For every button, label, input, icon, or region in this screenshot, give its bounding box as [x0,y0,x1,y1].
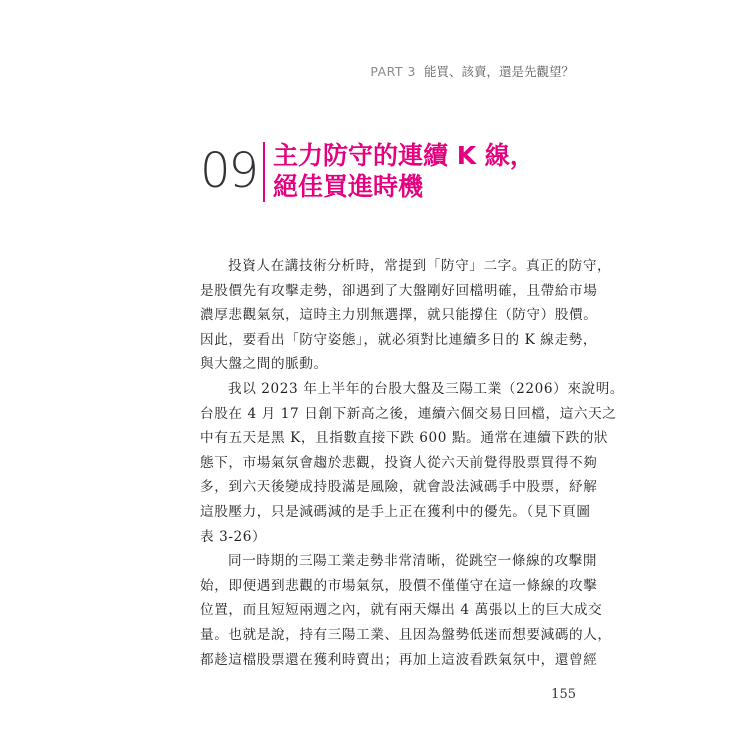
paragraph-line: 與大盤之間的脈動。 [200,356,328,373]
paragraph-line: 多，到六天後變成持股滿是風險，就會設法減碼手中股票，紓解 [200,479,598,496]
body-text [200,254,625,672]
paragraph-line: 濃厚悲觀氣氛，這時主力別無選擇，就只能撐住（防守）股價。 [200,307,598,324]
paragraph-line: 投資人在講技術分析時，常提到「防守」二字。真正的防守， [228,258,612,274]
chapter-title-line: 絕佳買進時機 [273,172,424,201]
paragraph-line: 都趁這檔股票還在獲利時賣出；再加上這波看跌氣氛中，還曾經 [200,651,598,668]
paragraph-line: 是股價先有攻擊走勢，卻遇到了大盤剛好回檔明確，且帶給市場 [200,282,598,299]
paragraph-line: 表 3-26） [200,528,267,545]
paragraph-line: 因此，要看出「防守姿態」，就必須對比連續多日的 K 線走勢， [200,331,598,348]
section-title: 能買、該賣，還是先觀望？ [423,64,574,79]
paragraph-line: 台股在 4 月 17 日創下新高之後，連續六個交易日回檔，這六天之 [200,405,617,422]
chapter-title-line: 主力防守的連續 K 線， [273,141,535,170]
paragraph-line: 這股壓力，只是減碼減的是手上正在獲利中的優先。（見下頁圖 [200,503,591,520]
paragraph-line: 我以 2023 年上半年的台股大盤及三陽工業（2206）來說明。 [228,380,625,397]
paragraph-line: 同一時期的三陽工業走勢非常清晰，從跳空一條線的攻擊開 [228,553,598,570]
paragraph-line: 態下，市場氣氛會趨於悲觀，投資人從六天前覺得股票買得不夠 [200,454,598,471]
paragraph-line: 中有五天是黑 K，且指數直接下跌 600 點。通常在連續下跌的狀 [200,430,609,447]
part-label: PART 3 [370,64,416,79]
chapter-title [273,140,535,202]
chapter-number: 09 [200,143,258,199]
paragraph-line: 始，即便遇到悲觀的市場氣氛，股價不僅僅守在這一條線的攻擊 [200,577,598,594]
paragraph-line: 量。也就是說，持有三陽工業、且因為盤勢低迷而想要減碼的人， [200,626,612,643]
paragraph-line: 位置，而且短短兩週之內，就有兩天爆出 4 萬張以上的巨大成交 [200,602,603,619]
running-header [370,62,574,80]
chapter-divider [263,142,265,202]
page-number: 155 [551,687,576,702]
